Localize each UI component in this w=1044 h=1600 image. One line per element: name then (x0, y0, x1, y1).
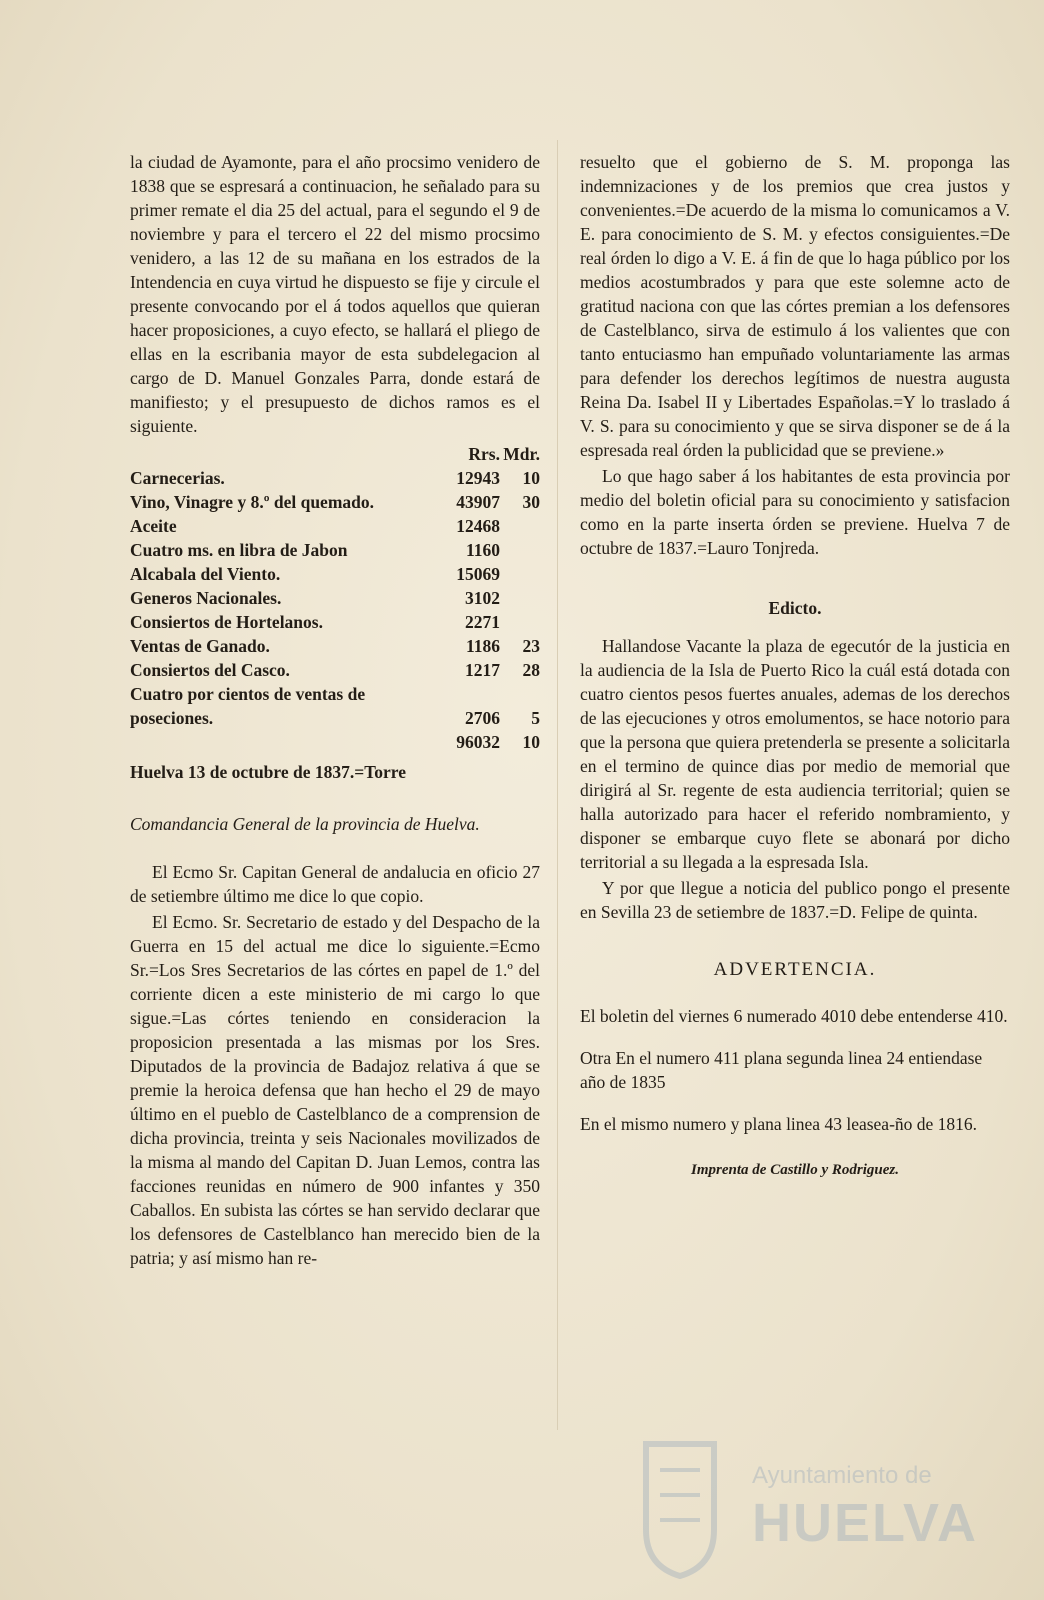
budget-row (130, 538, 540, 562)
advertencia-title: ADVERTENCIA. (713, 959, 877, 980)
budget-total-reales: 96032 (456, 732, 500, 752)
budget-row (130, 562, 540, 586)
edict-paragraph: Hallandose Vacante la plaza de egecutór de la justicia en la audiencia de la Isla de Puerto Rico la cuál está dotada con cuatro cientos pesos fuertes anuales, ademas de los derechos de las ejecuciones y otros emolumentos, se hace notorio para que la persona que quiera pretenderla se presente a solicitarla en el termino de quince dias por medio de memorial que dirigirá al Sr. regente de esta audiencia territorial; quien se halla autorizado para hacer el referido nombramiento, y disponer se embarque cuyo flete se abonará por dicho territorial a su llegada a la espresada Isla. (580, 636, 1010, 872)
budget-reales: 1186 (465, 636, 500, 656)
auction-signoff: Huelva 13 de octubre de 1837.=Torre (130, 762, 407, 782)
edict-closing-paragraph: Y por que llegue a noticia del publico pongo el presente en Sevilla 23 de setiembre de 1837.=D. Felipe de quinta. (580, 878, 1010, 922)
budget-total-maravedis: 10 (522, 732, 540, 752)
budget-reales: 15069 (456, 564, 500, 584)
comandancia-heading: Comandancia General de la provincia de Huelva. (130, 814, 480, 834)
printer-imprint: Imprenta de Castillo y Rodriguez. (691, 1162, 899, 1178)
watermark-line-1: Ayuntamiento de (752, 1462, 932, 1489)
budget-maravedis (500, 538, 540, 562)
budget-maravedis: 23 (522, 636, 540, 656)
column-divider (557, 140, 558, 1430)
budget-maravedis: 30 (522, 492, 540, 512)
advertencia-item: Otra En el numero 411 plana segunda linea 24 entiendase año de 1835 (580, 1048, 983, 1092)
budget-maravedis: 28 (522, 660, 540, 680)
budget-item: Cuatro ms. en libra de Jabon (130, 540, 348, 560)
publication-notice-paragraph: Lo que hago saber á los habitantes de esta provincia por medio del boletin oficial para su conocimiento y satisfacion como en la parte inserta órden se previene. Huelva 7 de octubre de 1837.=Lauro Tonjreda. (580, 466, 1010, 558)
budget-row (130, 658, 540, 682)
left-column (130, 150, 540, 1272)
budget-row (130, 634, 540, 658)
budget-reales: 43907 (456, 492, 500, 512)
budget-item: Alcabala del Viento. (130, 564, 281, 584)
budget-header-maravedis: Mdr. (503, 444, 540, 464)
budget-maravedis: 10 (522, 468, 540, 488)
budget-maravedis (500, 586, 540, 610)
budget-total-row (130, 730, 540, 754)
edict-title: Edicto. (768, 598, 822, 618)
budget-item: Generos Nacionales. (130, 588, 282, 608)
budget-maravedis (500, 610, 540, 634)
right-column (580, 150, 1010, 1197)
budget-row (130, 586, 540, 610)
archive-watermark (640, 1440, 978, 1590)
budget-item: Carnecerias. (130, 468, 225, 488)
budget-item: Vino, Vinagre y 8.º del quemado. (130, 492, 375, 512)
budget-row (130, 610, 540, 634)
budget-table (130, 442, 540, 754)
budget-maravedis: 5 (531, 708, 540, 728)
budget-item: Consiertos de Hortelanos. (130, 612, 323, 632)
budget-reales: 12943 (456, 468, 500, 488)
budget-item: Consiertos del Casco. (130, 660, 290, 680)
budget-header-reales: Rrs. (468, 444, 500, 464)
budget-reales: 12468 (456, 516, 500, 536)
royal-order-paragraph: resuelto que el gobierno de S. M. proponga las indemnizaciones y de los premios que crea justos y convenientes.=De acuerdo de la misma lo comunicamos a V. E. para conocimiento de S. M. y efectos consiguientes.=De real órden lo digo a V. E. á fin de que lo haga público por los medios acostumbrados y para que este solemne acto de gratitud naciona con que las córtes premian a los defensores de Castelblanco, sirva de estimulo á los valientes que con tanto entuciasmo han empuñado voluntariamente las armas para defender los derechos legítimos de nuestra augusta Reina Da. Isabel II y Libertades Españolas.=Y lo traslado á V. S. para su conocimiento y que se sirva disponer se de á la espresada real órden la publicidad que se previene.» (580, 152, 1010, 460)
budget-row (130, 514, 540, 538)
budget-row (130, 490, 540, 514)
coat-of-arms-icon (640, 1440, 720, 1580)
budget-reales: 2706 (465, 708, 500, 728)
advertencia-item: El boletin del viernes 6 numerado 4010 debe entenderse 410. (580, 1006, 1008, 1026)
budget-row (130, 466, 540, 490)
budget-reales: 3102 (465, 588, 500, 608)
budget-maravedis (500, 514, 540, 538)
budget-reales: 1217 (465, 660, 500, 680)
budget-item: Ventas de Ganado. (130, 636, 270, 656)
budget-reales: 1160 (465, 540, 500, 560)
auction-notice-paragraph: la ciudad de Ayamonte, para el año procsimo venidero de 1838 que se espresará a continuacion, he señalado para su primer remate el dia 25 del actual, para el segundo el 9 de noviembre y para el tercero el 22 del mismo procsimo venidero, a las 12 de su mañana en los estrados de la Intendencia en cuya virtud he dispuesto se fije y circule el presente convocando por el á todos aquellos que quieran hacer proposiciones, a cuyo efecto, se hallará el pliego de ellas en la escribania mayor de esta subdelegacion al cargo de D. Manuel Gonzales Parra, donde estará de manifiesto; y el presupuesto de dichos ramos es el siguiente. (130, 152, 540, 436)
watermark-line-2: HUELVA (752, 1493, 978, 1553)
budget-header-row (130, 442, 540, 466)
budget-maravedis (500, 562, 540, 586)
budget-item: Cuatro por cientos de ventas de poseciones. (130, 684, 366, 728)
budget-item: Aceite (130, 516, 177, 536)
captain-general-intro: El Ecmo Sr. Capitan General de andalucia en oficio 27 de setiembre último me dice lo que copio. (130, 862, 540, 906)
budget-row (130, 682, 540, 730)
advertencia-item: En el mismo numero y plana linea 43 leasea-ño de 1816. (580, 1114, 978, 1134)
budget-reales: 2271 (465, 612, 500, 632)
secretary-letter-paragraph: El Ecmo. Sr. Secretario de estado y del Despacho de la Guerra en 15 del actual me dice lo siguiente.=Ecmo Sr.=Los Sres Secretarios de las córtes en papel de 1.º del corriente dicen a este ministerio de mi cargo lo que sigue.=Las córtes teniendo en consideracion la proposicion presentada a las mismas por los Sres. Diputados de la provincia de Badajoz relativa á que se premie la heroica defensa que han hecho el 29 de mayo último en el pueblo de Castelblanco de a comprension de dicha provincia, treinta y seis Nacionales movilizados de la misma al mando del Capitan D. Juan Lemos, contra las facciones reunidas en número de 900 infantes y 350 Caballos. En subista las córtes se han servido declarar que los defensores de Castelblanco han merecido bien de la patria; y así mismo han re- (130, 912, 540, 1268)
